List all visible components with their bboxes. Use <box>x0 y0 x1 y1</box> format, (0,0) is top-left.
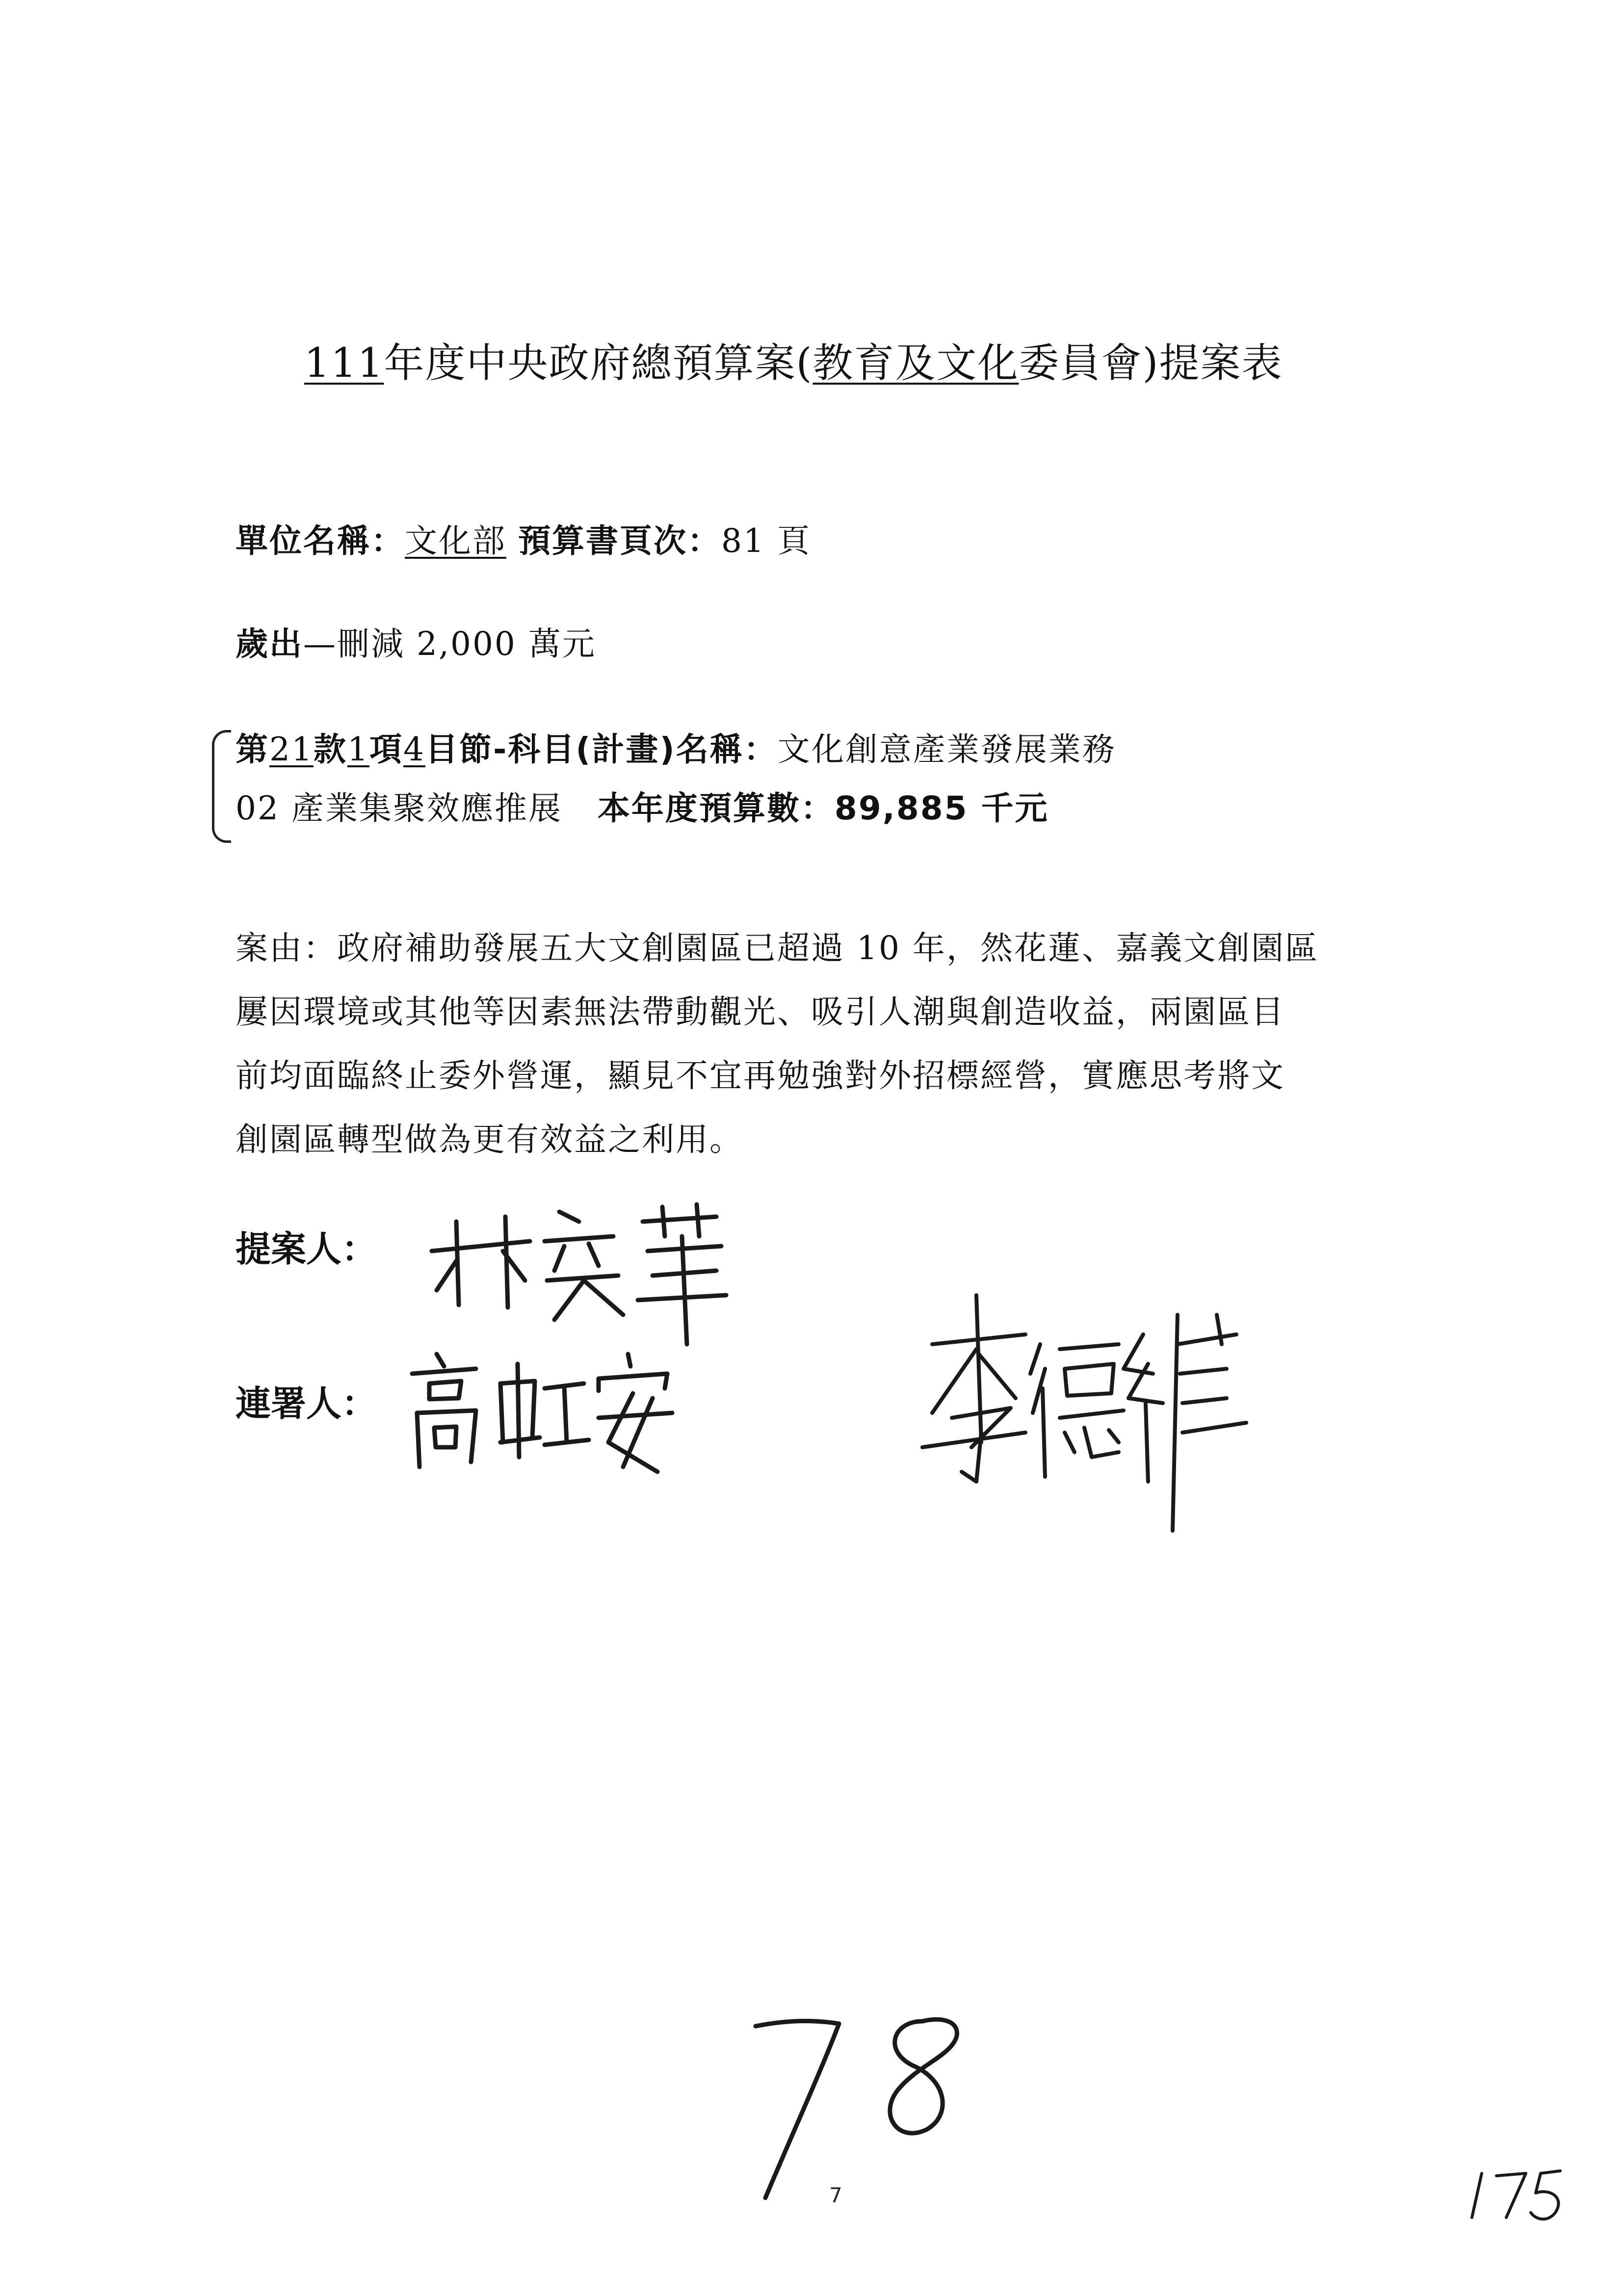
subject-bracket <box>212 730 231 843</box>
proposer-signature <box>422 1192 736 1354</box>
title-prefix: 年度中央政府總預算案( <box>384 340 813 387</box>
unit-value: 文化部 <box>405 522 506 560</box>
title-committee: 教育及文化 <box>812 340 1019 387</box>
handwritten-number <box>736 2002 991 2208</box>
budget-amount-value: 89,885 千元 <box>834 789 1049 827</box>
title-year: 111 <box>304 340 384 387</box>
cosigner-signature-1 <box>402 1344 677 1482</box>
subject-di: 第 <box>236 731 269 768</box>
budget-amount-label: 本年度預算數： <box>597 789 835 827</box>
unit-label: 單位名稱： <box>236 522 405 560</box>
expense-label: 歲出 <box>236 625 303 663</box>
expense-line <box>236 625 596 663</box>
budget-page-label: 預算書頁次： <box>518 522 721 560</box>
form-title <box>304 340 1283 387</box>
subject-name: 文化創意產業發展業務 <box>777 731 1116 768</box>
subject-xiang-label: 項 <box>369 731 403 768</box>
reason-line-2: 屢因環境或其他等因素無法帶動觀光、吸引人潮與創造收益，兩園區目 <box>236 993 1285 1031</box>
reason-line-3: 前均面臨終止委外營運，顯見不宜再勉強對外招標經營，實應思考將文 <box>236 1057 1285 1095</box>
reason-line-4: 創園區轉型做為更有效益之利用。 <box>236 1121 743 1158</box>
subject-xiang: 1 <box>347 731 369 768</box>
subject-mu-label: 目節-科目(計畫)名稱： <box>425 731 778 768</box>
unit-line <box>236 522 811 560</box>
subject-kuan: 21 <box>269 731 314 768</box>
budget-page-value: 81 頁 <box>721 522 811 560</box>
expense-value: —刪減 2,000 萬元 <box>303 625 596 663</box>
proposer-label: 提案人： <box>236 1228 377 1270</box>
title-suffix: 委員會)提案表 <box>1019 340 1283 387</box>
cosigner-signature-2 <box>913 1285 1256 1560</box>
handwritten-corner-number <box>1467 2164 1575 2227</box>
cosigner-label: 連署人： <box>236 1383 377 1424</box>
page-number: 7 <box>829 2183 842 2207</box>
subject-mu: 4 <box>403 731 425 768</box>
reason-line-1: 案由：政府補助發展五大文創園區已超過 10 年，然花蓮、嘉義文創園區 <box>236 929 1319 967</box>
subject-line-1 <box>236 733 1116 766</box>
subject-plan: 02 產業集聚效應推展 <box>236 789 562 827</box>
subject-line-2 <box>236 789 1049 827</box>
subject-kuan-label: 款 <box>313 731 347 768</box>
